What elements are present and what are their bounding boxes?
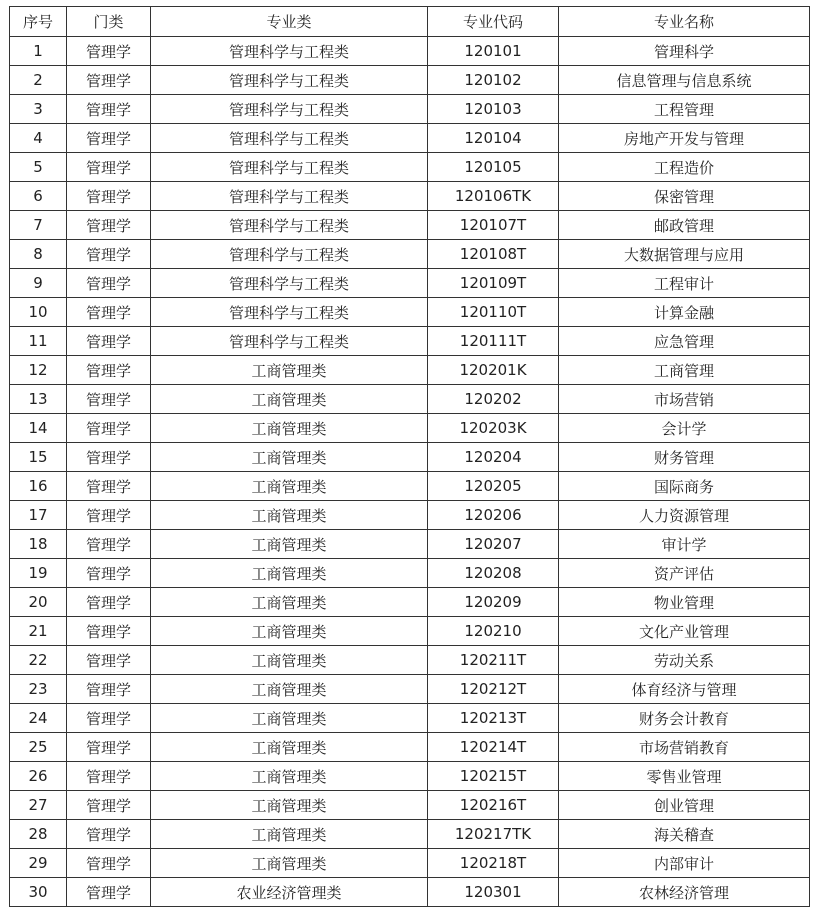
cell-major-name: 工程管理 [559, 95, 810, 124]
cell-category: 管理学 [67, 327, 151, 356]
cell-major-name: 应急管理 [559, 327, 810, 356]
cell-major-name: 劳动关系 [559, 646, 810, 675]
cell-major-name: 审计学 [559, 530, 810, 559]
cell-index: 4 [10, 124, 67, 153]
cell-major-class: 管理科学与工程类 [151, 327, 428, 356]
cell-major-code: 120301 [428, 878, 559, 907]
table-row [10, 878, 810, 907]
cell-index: 11 [10, 327, 67, 356]
cell-index: 10 [10, 298, 67, 327]
cell-category: 管理学 [67, 530, 151, 559]
cell-major-code: 120212T [428, 675, 559, 704]
cell-major-code: 120217TK [428, 820, 559, 849]
table-row [10, 385, 810, 414]
table-row [10, 66, 810, 95]
cell-major-class: 工商管理类 [151, 675, 428, 704]
cell-major-code: 120208 [428, 559, 559, 588]
table-row [10, 37, 810, 66]
cell-category: 管理学 [67, 849, 151, 878]
cell-category: 管理学 [67, 472, 151, 501]
table-row [10, 733, 810, 762]
cell-major-name: 内部审计 [559, 849, 810, 878]
cell-major-name: 农林经济管理 [559, 878, 810, 907]
cell-category: 管理学 [67, 153, 151, 182]
table-row [10, 559, 810, 588]
cell-index: 16 [10, 472, 67, 501]
cell-major-code: 120109T [428, 269, 559, 298]
cell-major-code: 120108T [428, 240, 559, 269]
cell-major-class: 工商管理类 [151, 646, 428, 675]
cell-major-name: 零售业管理 [559, 762, 810, 791]
cell-index: 18 [10, 530, 67, 559]
cell-major-code: 120110T [428, 298, 559, 327]
cell-index: 25 [10, 733, 67, 762]
cell-category: 管理学 [67, 501, 151, 530]
cell-major-class: 管理科学与工程类 [151, 37, 428, 66]
cell-major-name: 海关稽查 [559, 820, 810, 849]
cell-index: 14 [10, 414, 67, 443]
table-row [10, 269, 810, 298]
cell-major-name: 邮政管理 [559, 211, 810, 240]
cell-index: 23 [10, 675, 67, 704]
cell-major-class: 工商管理类 [151, 530, 428, 559]
cell-major-code: 120104 [428, 124, 559, 153]
cell-major-class: 工商管理类 [151, 472, 428, 501]
table-row [10, 443, 810, 472]
cell-index: 27 [10, 791, 67, 820]
cell-major-name: 市场营销教育 [559, 733, 810, 762]
cell-major-name: 计算金融 [559, 298, 810, 327]
table-row [10, 124, 810, 153]
cell-major-class: 工商管理类 [151, 414, 428, 443]
cell-category: 管理学 [67, 559, 151, 588]
cell-major-name: 会计学 [559, 414, 810, 443]
cell-category: 管理学 [67, 791, 151, 820]
cell-category: 管理学 [67, 646, 151, 675]
cell-major-code: 120207 [428, 530, 559, 559]
table-row [10, 501, 810, 530]
cell-major-class: 管理科学与工程类 [151, 269, 428, 298]
cell-major-code: 120218T [428, 849, 559, 878]
cell-major-class: 工商管理类 [151, 385, 428, 414]
cell-category: 管理学 [67, 733, 151, 762]
cell-major-name: 大数据管理与应用 [559, 240, 810, 269]
cell-major-name: 保密管理 [559, 182, 810, 211]
cell-major-name: 工程造价 [559, 153, 810, 182]
cell-major-code: 120214T [428, 733, 559, 762]
cell-category: 管理学 [67, 588, 151, 617]
cell-major-name: 市场营销 [559, 385, 810, 414]
cell-major-class: 工商管理类 [151, 617, 428, 646]
table-row [10, 414, 810, 443]
cell-major-class: 工商管理类 [151, 791, 428, 820]
cell-category: 管理学 [67, 704, 151, 733]
cell-index: 2 [10, 66, 67, 95]
cell-category: 管理学 [67, 124, 151, 153]
cell-major-name: 信息管理与信息系统 [559, 66, 810, 95]
table-row [10, 646, 810, 675]
cell-index: 17 [10, 501, 67, 530]
header-major-code: 专业代码 [428, 7, 559, 37]
cell-index: 12 [10, 356, 67, 385]
cell-major-code: 120209 [428, 588, 559, 617]
cell-index: 26 [10, 762, 67, 791]
cell-major-code: 120215T [428, 762, 559, 791]
cell-major-code: 120101 [428, 37, 559, 66]
cell-major-code: 120102 [428, 66, 559, 95]
cell-major-code: 120213T [428, 704, 559, 733]
cell-major-class: 管理科学与工程类 [151, 298, 428, 327]
table-header [10, 7, 810, 37]
cell-major-class: 工商管理类 [151, 704, 428, 733]
table-row [10, 182, 810, 211]
cell-major-class: 管理科学与工程类 [151, 124, 428, 153]
cell-major-name: 国际商务 [559, 472, 810, 501]
cell-index: 21 [10, 617, 67, 646]
cell-major-code: 120201K [428, 356, 559, 385]
table-row [10, 211, 810, 240]
cell-category: 管理学 [67, 762, 151, 791]
cell-index: 19 [10, 559, 67, 588]
cell-major-name: 财务会计教育 [559, 704, 810, 733]
cell-major-class: 工商管理类 [151, 443, 428, 472]
header-category: 门类 [67, 7, 151, 37]
cell-major-name: 工程审计 [559, 269, 810, 298]
cell-major-name: 房地产开发与管理 [559, 124, 810, 153]
cell-major-class: 工商管理类 [151, 588, 428, 617]
table-row [10, 153, 810, 182]
header-major-name: 专业名称 [559, 7, 810, 37]
header-row [10, 7, 810, 37]
cell-major-name: 物业管理 [559, 588, 810, 617]
cell-index: 6 [10, 182, 67, 211]
cell-index: 30 [10, 878, 67, 907]
table-row [10, 530, 810, 559]
table-row [10, 327, 810, 356]
cell-major-name: 体育经济与管理 [559, 675, 810, 704]
table-row [10, 240, 810, 269]
cell-major-class: 工商管理类 [151, 733, 428, 762]
cell-major-code: 120211T [428, 646, 559, 675]
cell-major-class: 工商管理类 [151, 762, 428, 791]
cell-category: 管理学 [67, 414, 151, 443]
cell-major-class: 管理科学与工程类 [151, 211, 428, 240]
majors-table [9, 6, 810, 907]
cell-major-code: 120210 [428, 617, 559, 646]
table-row [10, 704, 810, 733]
cell-category: 管理学 [67, 182, 151, 211]
cell-major-class: 工商管理类 [151, 849, 428, 878]
cell-major-class: 工商管理类 [151, 356, 428, 385]
cell-index: 22 [10, 646, 67, 675]
table-body [10, 37, 810, 907]
cell-major-class: 管理科学与工程类 [151, 240, 428, 269]
table-row [10, 791, 810, 820]
cell-major-class: 管理科学与工程类 [151, 95, 428, 124]
cell-major-class: 工商管理类 [151, 501, 428, 530]
cell-category: 管理学 [67, 240, 151, 269]
cell-major-code: 120202 [428, 385, 559, 414]
cell-index: 15 [10, 443, 67, 472]
cell-major-code: 120103 [428, 95, 559, 124]
cell-index: 20 [10, 588, 67, 617]
cell-major-name: 管理科学 [559, 37, 810, 66]
cell-index: 28 [10, 820, 67, 849]
cell-category: 管理学 [67, 443, 151, 472]
cell-category: 管理学 [67, 211, 151, 240]
cell-category: 管理学 [67, 820, 151, 849]
cell-major-class: 管理科学与工程类 [151, 66, 428, 95]
cell-major-class: 管理科学与工程类 [151, 182, 428, 211]
table-row [10, 95, 810, 124]
cell-major-class: 农业经济管理类 [151, 878, 428, 907]
cell-major-code: 120206 [428, 501, 559, 530]
cell-index: 5 [10, 153, 67, 182]
cell-category: 管理学 [67, 298, 151, 327]
cell-category: 管理学 [67, 675, 151, 704]
cell-index: 8 [10, 240, 67, 269]
cell-major-code: 120205 [428, 472, 559, 501]
cell-major-class: 工商管理类 [151, 559, 428, 588]
cell-major-code: 120216T [428, 791, 559, 820]
table-row [10, 617, 810, 646]
table-row [10, 472, 810, 501]
cell-major-code: 120203K [428, 414, 559, 443]
table-row [10, 588, 810, 617]
cell-index: 1 [10, 37, 67, 66]
cell-major-code: 120107T [428, 211, 559, 240]
cell-category: 管理学 [67, 95, 151, 124]
table-row [10, 298, 810, 327]
cell-major-name: 财务管理 [559, 443, 810, 472]
cell-major-name: 创业管理 [559, 791, 810, 820]
cell-index: 24 [10, 704, 67, 733]
table-row [10, 675, 810, 704]
cell-index: 7 [10, 211, 67, 240]
header-major-class: 专业类 [151, 7, 428, 37]
cell-major-class: 管理科学与工程类 [151, 153, 428, 182]
cell-major-name: 人力资源管理 [559, 501, 810, 530]
cell-major-code: 120106TK [428, 182, 559, 211]
cell-major-code: 120111T [428, 327, 559, 356]
cell-index: 9 [10, 269, 67, 298]
table-row [10, 356, 810, 385]
cell-major-name: 工商管理 [559, 356, 810, 385]
table-row [10, 762, 810, 791]
header-index: 序号 [10, 7, 67, 37]
cell-category: 管理学 [67, 269, 151, 298]
cell-major-code: 120105 [428, 153, 559, 182]
cell-index: 3 [10, 95, 67, 124]
cell-category: 管理学 [67, 878, 151, 907]
cell-category: 管理学 [67, 66, 151, 95]
cell-category: 管理学 [67, 385, 151, 414]
cell-major-code: 120204 [428, 443, 559, 472]
table-row [10, 849, 810, 878]
cell-index: 13 [10, 385, 67, 414]
table-row [10, 820, 810, 849]
cell-major-name: 文化产业管理 [559, 617, 810, 646]
cell-category: 管理学 [67, 37, 151, 66]
cell-major-name: 资产评估 [559, 559, 810, 588]
cell-category: 管理学 [67, 356, 151, 385]
cell-index: 29 [10, 849, 67, 878]
cell-major-class: 工商管理类 [151, 820, 428, 849]
cell-category: 管理学 [67, 617, 151, 646]
